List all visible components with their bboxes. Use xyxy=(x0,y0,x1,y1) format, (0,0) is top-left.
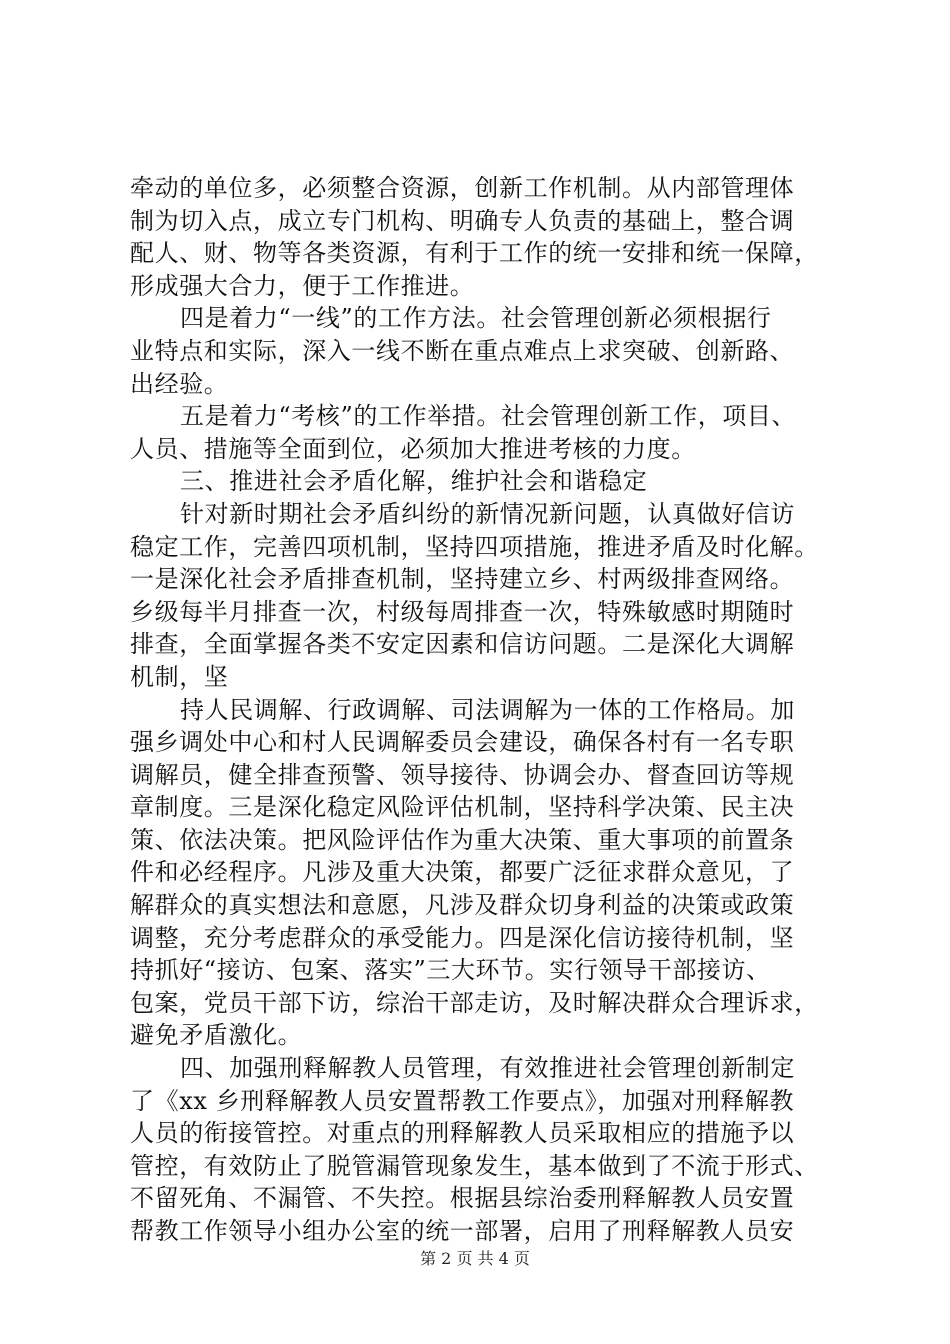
text-line: 制为切入点，成立专门机构、明确专人负责的基础上，整合调 xyxy=(130,206,795,235)
text-line: 了《xx 乡刑释解教人员安置帮教工作要点》，加强对刑释解教 xyxy=(130,1086,795,1115)
text-line: 避免矛盾激化。 xyxy=(130,1021,303,1050)
text-line: 包案，党员干部下访，综治干部走访，及时解决群众合理诉求， xyxy=(130,988,819,1017)
text-line: 章制度。三是深化稳定风险评估机制，坚持科学决策、民主决 xyxy=(130,793,795,822)
text-line: 配人、财、物等各类资源，有利于工作的统一安排和统一保障， xyxy=(130,239,819,268)
text-line: 人员、措施等全面到位，必须加大推进考核的力度。 xyxy=(130,434,696,463)
text-line: 出经验。 xyxy=(130,369,229,398)
text-line: 三、推进社会矛盾化解，维护社会和谐稳定 xyxy=(180,467,648,496)
text-line: 机制，坚 xyxy=(130,662,229,691)
text-line: 稳定工作，完善四项机制，坚持四项措施，推进矛盾及时化解。 xyxy=(130,532,819,561)
text-line: 乡级每半月排查一次，村级每周排查一次，特殊敏感时期随时 xyxy=(130,597,795,626)
text-line: 强乡调处中心和村人民调解委员会建设，确保各村有一名专职 xyxy=(130,728,795,757)
text-line: 人员的衔接管控。对重点的刑释解教人员采取相应的措施予以 xyxy=(130,1119,795,1148)
text-line: 策、依法决策。把风险评估作为重大决策、重大事项的前置条 xyxy=(130,825,795,854)
text-line: 件和必经程序。凡涉及重大决策，都要广泛征求群众意见，了 xyxy=(130,858,795,887)
page-footer: 第 2 页 共 4 页 xyxy=(420,1249,530,1268)
text-line: 四是着力“一线”的工作方法。社会管理创新必须根据行 xyxy=(180,304,772,333)
text-line: 持抓好“接访、包案、落实”三大环节。实行领导干部接访、 xyxy=(130,956,771,985)
text-line: 排查，全面掌握各类不安定因素和信访问题。二是深化大调解 xyxy=(130,630,795,659)
text-line: 调解员，健全排查预警、领导接待、协调会办、督查回访等规 xyxy=(130,760,795,789)
text-line: 四、加强刑释解教人员管理，有效推进社会管理创新制定 xyxy=(180,1054,795,1083)
text-line: 针对新时期社会矛盾纠纷的新情况新问题，认真做好信访 xyxy=(180,499,795,528)
text-line: 形成强大合力，便于工作推进。 xyxy=(130,271,475,300)
text-line: 业特点和实际，深入一线不断在重点难点上求突破、创新路、 xyxy=(130,336,795,365)
text-line: 牵动的单位多，必须整合资源，创新工作机制。从内部管理体 xyxy=(130,174,795,202)
body-text xyxy=(130,172,830,1248)
text-line: 不留死角、不漏管、不失控。根据县综治委刑释解教人员安置 xyxy=(130,1184,795,1213)
text-line: 持人民调解、行政调解、司法调解为一体的工作格局。加 xyxy=(180,695,795,724)
text-line: 一是深化社会矛盾排查机制，坚持建立乡、村两级排查网络。 xyxy=(130,565,795,594)
text-line: 帮教工作领导小组办公室的统一部署，启用了刑释解教人员安 xyxy=(130,1217,795,1245)
text-line: 调整，充分考虑群众的承受能力。四是深化信访接待机制，坚 xyxy=(130,923,795,952)
text-line: 解群众的真实想法和意愿，凡涉及群众切身利益的决策或政策 xyxy=(130,891,795,920)
text-line: 管控，有效防止了脱管漏管现象发生，基本做到了不流于形式、 xyxy=(130,1151,819,1180)
text-line: 五是着力“考核”的工作举措。社会管理创新工作，项目、 xyxy=(180,402,797,431)
